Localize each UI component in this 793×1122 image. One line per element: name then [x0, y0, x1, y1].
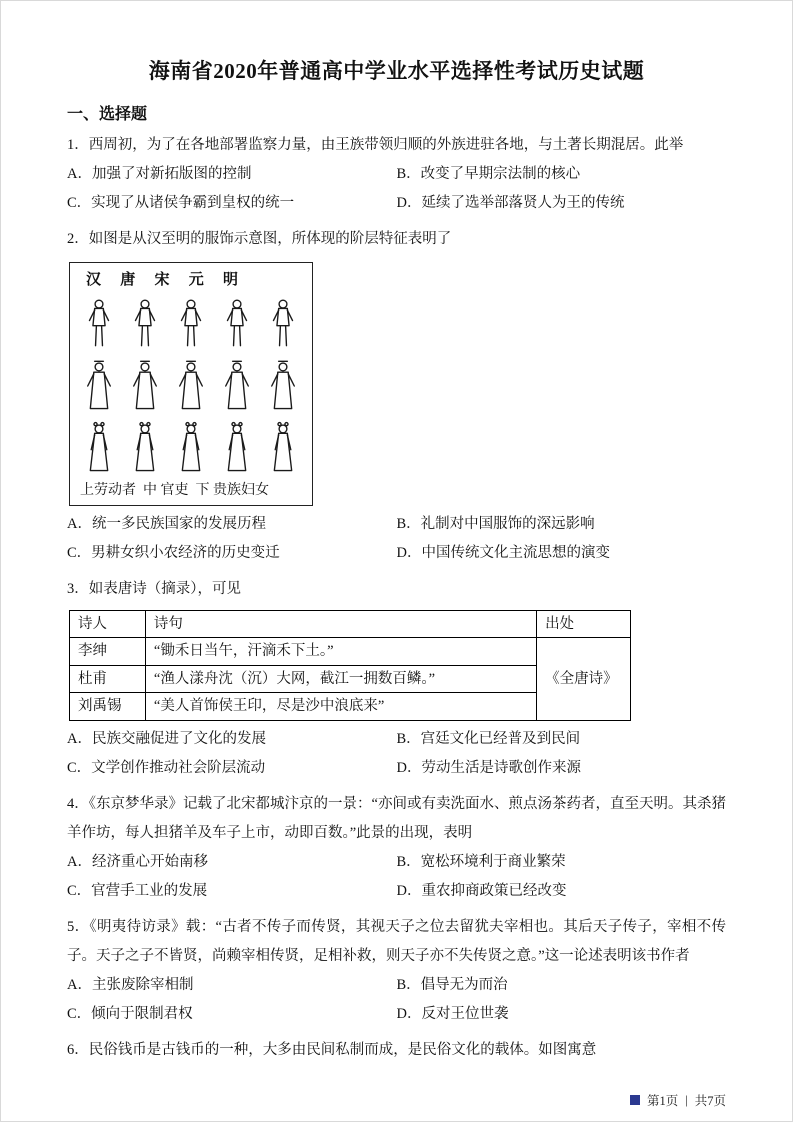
- question-2-stem: 2．如图是从汉至明的服饰示意图，所体现的阶层特征表明了: [67, 231, 452, 247]
- question-4-stem: 4．《东京梦华录》记载了北宋都城汴京的一景：“亦间或有卖洗面水、煎点汤茶药者，直至天明。其杀猪羊作坊，每人担猪羊及车子上市，动即百数。”此景的出现，表明: [67, 795, 726, 841]
- question-4-option-b: B．宽松环境利于商业繁荣: [396, 853, 566, 870]
- question-1-options: [67, 160, 726, 218]
- header-source: 出处: [537, 611, 631, 638]
- question-5-option-c: C．倾向于限制君权: [67, 1005, 193, 1022]
- official-figure-icon: [270, 359, 296, 413]
- verse-cell: “美人首饰侯王印，尽是沙中浪底来”: [145, 693, 536, 720]
- question-5-option-b: B．倡导无为而治: [396, 976, 508, 993]
- header-verse: 诗句: [145, 611, 536, 638]
- dynasty-label-tang: 唐: [120, 272, 136, 288]
- question-1-stem: 1．西周初，为了在各地部署监察力量，由王族带领归顺的外族进驻各地，与土著长期混居。此举: [67, 137, 684, 153]
- footer-separator: |: [685, 1092, 688, 1107]
- section-header: 一、选择题: [67, 106, 148, 123]
- official-figure-icon: [86, 359, 112, 413]
- official-figure-icon: [178, 359, 204, 413]
- noblewoman-figure-icon: [270, 421, 296, 475]
- question-3-stem: 3．如表唐诗（摘录），可见: [67, 581, 241, 597]
- poet-cell: 杜甫: [70, 665, 146, 692]
- dynasty-label-song: 宋: [154, 272, 170, 288]
- noblewoman-figures-row: [70, 413, 312, 475]
- noblewoman-figure-icon: [224, 421, 250, 475]
- question-4-option-a: A．经济重心开始南移: [67, 853, 208, 870]
- page-title: 海南省2020年普通高中学业水平选择性考试历史试题: [148, 59, 645, 83]
- tang-poetry-table: [69, 610, 631, 721]
- question-3-option-b: B．宫廷文化已经普及到民间: [396, 730, 581, 747]
- laborer-figure-icon: [224, 297, 250, 351]
- poet-cell: 李绅: [70, 638, 146, 665]
- poet-cell: 刘禹锡: [70, 693, 146, 720]
- footer-logo-icon: [630, 1095, 640, 1105]
- page-footer: [630, 1091, 726, 1109]
- verse-cell: “渔人漾舟沈（沉）大网，截江一拥数百鳞。”: [145, 665, 536, 692]
- table-header-row: [70, 611, 631, 638]
- laborer-figures-row: [70, 289, 312, 351]
- question-5-option-d: D．反对王位世袭: [396, 1005, 509, 1022]
- question-1-option-d: D．延续了选举部落贤人为王的传统: [396, 195, 625, 211]
- question-2-option-b: B．礼制对中国服饰的深远影响: [396, 516, 595, 532]
- question-4-options: [67, 848, 726, 906]
- noblewoman-figure-icon: [132, 421, 158, 475]
- question-2-option-d: D．中国传统文化主流思想的演变: [396, 545, 610, 561]
- question-2-option-c: C．男耕女织小农经济的历史变迁: [67, 545, 280, 561]
- figure-caption: 上劳动者 中 官吏 下 贵族妇女: [80, 483, 269, 498]
- question-5-stem: 5．《明夷待访录》载：“古者不传子而传贤，其视天子之位去留犹夫宰相也。其后天子传子，宰相不传子。天子之子不皆贤，尚赖宰相传贤，足相补救，则天子亦不失传贤之意。”这一论述表明该书作者: [67, 918, 726, 964]
- noblewoman-figure-icon: [86, 421, 112, 475]
- question-5-option-a: A．主张废除宰相制: [67, 976, 194, 993]
- question-3-option-a: A．民族交融促进了文化的发展: [67, 730, 266, 747]
- question-1-option-c: C．实现了从诸侯争霸到皇权的统一: [67, 195, 295, 211]
- costume-evolution-figure: [69, 262, 313, 506]
- laborer-figure-icon: [132, 297, 158, 351]
- question-4-option-d: D．重农抑商政策已经改变: [396, 882, 567, 899]
- dynasty-labels: [70, 263, 312, 289]
- question-3-option-c: C．文学创作推动社会阶层流动: [67, 759, 266, 776]
- official-figure-icon: [132, 359, 158, 413]
- question-1-option-a: A．加强了对新拓版图的控制: [67, 166, 252, 182]
- source-cell: 《全唐诗》: [537, 638, 631, 720]
- dynasty-label-ming: 明: [222, 272, 238, 288]
- laborer-figure-icon: [270, 297, 296, 351]
- question-6-stem: 6．民俗钱币是古钱币的一种，大多由民间私制而成，是民俗文化的载体。如图寓意: [67, 1041, 597, 1058]
- question-5-options: [67, 971, 726, 1029]
- question-3-options: [67, 725, 726, 783]
- question-1-option-b: B．改变了早期宗法制的核心: [396, 166, 581, 182]
- table-row: [70, 638, 631, 665]
- official-figures-row: [70, 351, 312, 413]
- footer-total-pages: 共7页: [694, 1094, 726, 1108]
- header-poet: 诗人: [70, 611, 146, 638]
- verse-cell: “锄禾日当午，汗滴禾下土。”: [145, 638, 536, 665]
- laborer-figure-icon: [86, 297, 112, 351]
- question-4-option-c: C．官营手工业的发展: [67, 882, 208, 899]
- laborer-figure-icon: [178, 297, 204, 351]
- question-2-option-a: A．统一多民族国家的发展历程: [67, 516, 266, 532]
- noblewoman-figure-icon: [178, 421, 204, 475]
- dynasty-label-han: 汉: [86, 272, 102, 288]
- dynasty-label-yuan: 元: [188, 272, 204, 288]
- question-2-options: [67, 510, 726, 568]
- footer-page-number: 第1页: [646, 1094, 679, 1108]
- question-3-option-d: D．劳动生活是诗歌创作来源: [396, 759, 581, 776]
- official-figure-icon: [224, 359, 250, 413]
